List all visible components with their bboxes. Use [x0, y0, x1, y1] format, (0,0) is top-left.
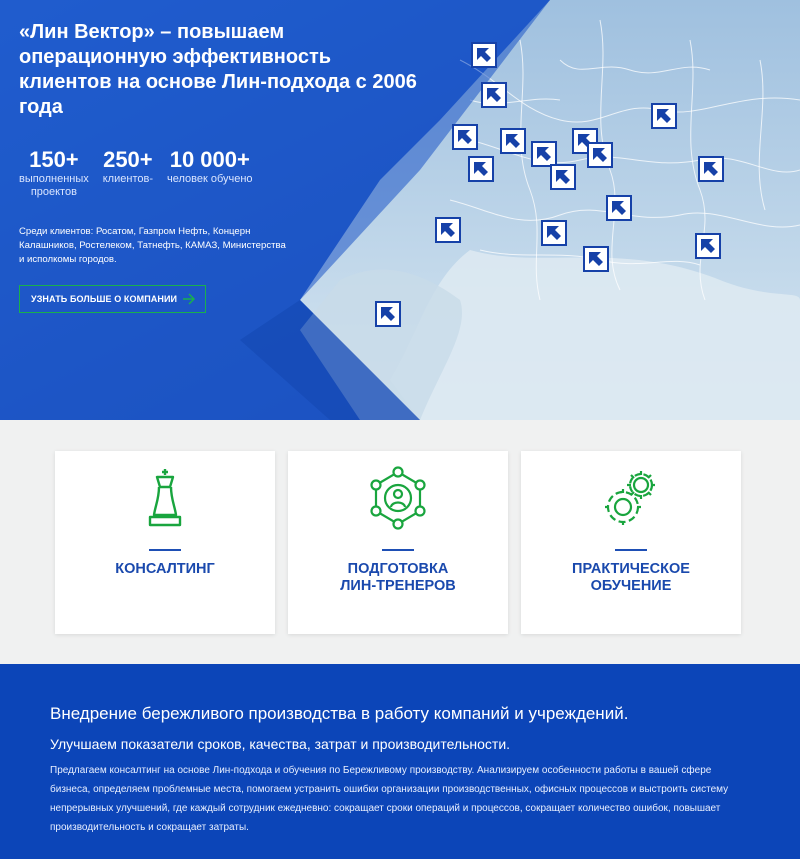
card-divider [615, 549, 647, 551]
about-section [0, 664, 800, 859]
hero-section [0, 0, 800, 420]
stat-value: 150+ [29, 147, 79, 172]
card-practical[interactable] [521, 451, 741, 634]
card-title: ПОДГОТОВКА ЛИН-ТРЕНЕРОВ [340, 561, 456, 594]
learn-more-label: УЗНАТЬ БОЛЬШЕ О КОМПАНИИ [31, 294, 178, 304]
stat-value: 10 000+ [169, 147, 250, 172]
learn-more-button[interactable] [19, 285, 206, 313]
hero-title: «Лин Вектор» – повышаем операционную эффективность клиентов на основе Лин-подхода с 2006 года [19, 21, 417, 118]
card-consulting[interactable] [55, 451, 275, 634]
stat-label: человек обучено [166, 173, 253, 185]
card-divider [149, 549, 181, 551]
about-body: Предлагаем консалтинг на основе Лин-подхода и обучения по Бережливому производству. Анализируем особенности работы в вашей сфере бизнеса, определяем проблемные места, помогаем устранить ошибки организации производственных, офисных процессов и выстроить систему непрерывных улучшений, где каждый сотрудник ежедневно: сокращает сроки операций и процессов, сокращает количество ошибок, повышает производительность и сокращает затраты. [50, 765, 729, 833]
stat-trained [167, 147, 253, 199]
hero-text [19, 20, 439, 267]
network-person-icon [368, 465, 428, 531]
card-title: ПРАКТИЧЕСКОЕ ОБУЧЕНИЕ [572, 561, 690, 594]
stat-clients [103, 147, 153, 199]
stat-projects [19, 147, 89, 199]
stat-label: клиентов- [102, 173, 153, 185]
about-subheading: Улучшаем показатели сроков, качества, затрат и производительности. [50, 736, 511, 752]
stats-row [19, 147, 439, 199]
chess-queen-icon [135, 465, 195, 531]
card-title: КОНСАЛТИНГ [115, 561, 215, 577]
arrow-right-icon [182, 292, 196, 306]
services-cards [55, 451, 745, 634]
card-trainers[interactable] [288, 451, 508, 634]
stat-value: 250+ [103, 147, 153, 172]
about-heading: Внедрение бережливого производства в работу компаний и учреждений. [50, 704, 629, 723]
stat-label: выполненных проектов [19, 173, 89, 198]
clients-text: Среди клиентов: Росатом, Газпром Нефть, Концерн Калашников, Ростелеком, Татнефть, КАМАЗ, Министерства и исполкомы городов. [19, 226, 286, 265]
gears-icon [601, 465, 661, 531]
card-divider [382, 549, 414, 551]
